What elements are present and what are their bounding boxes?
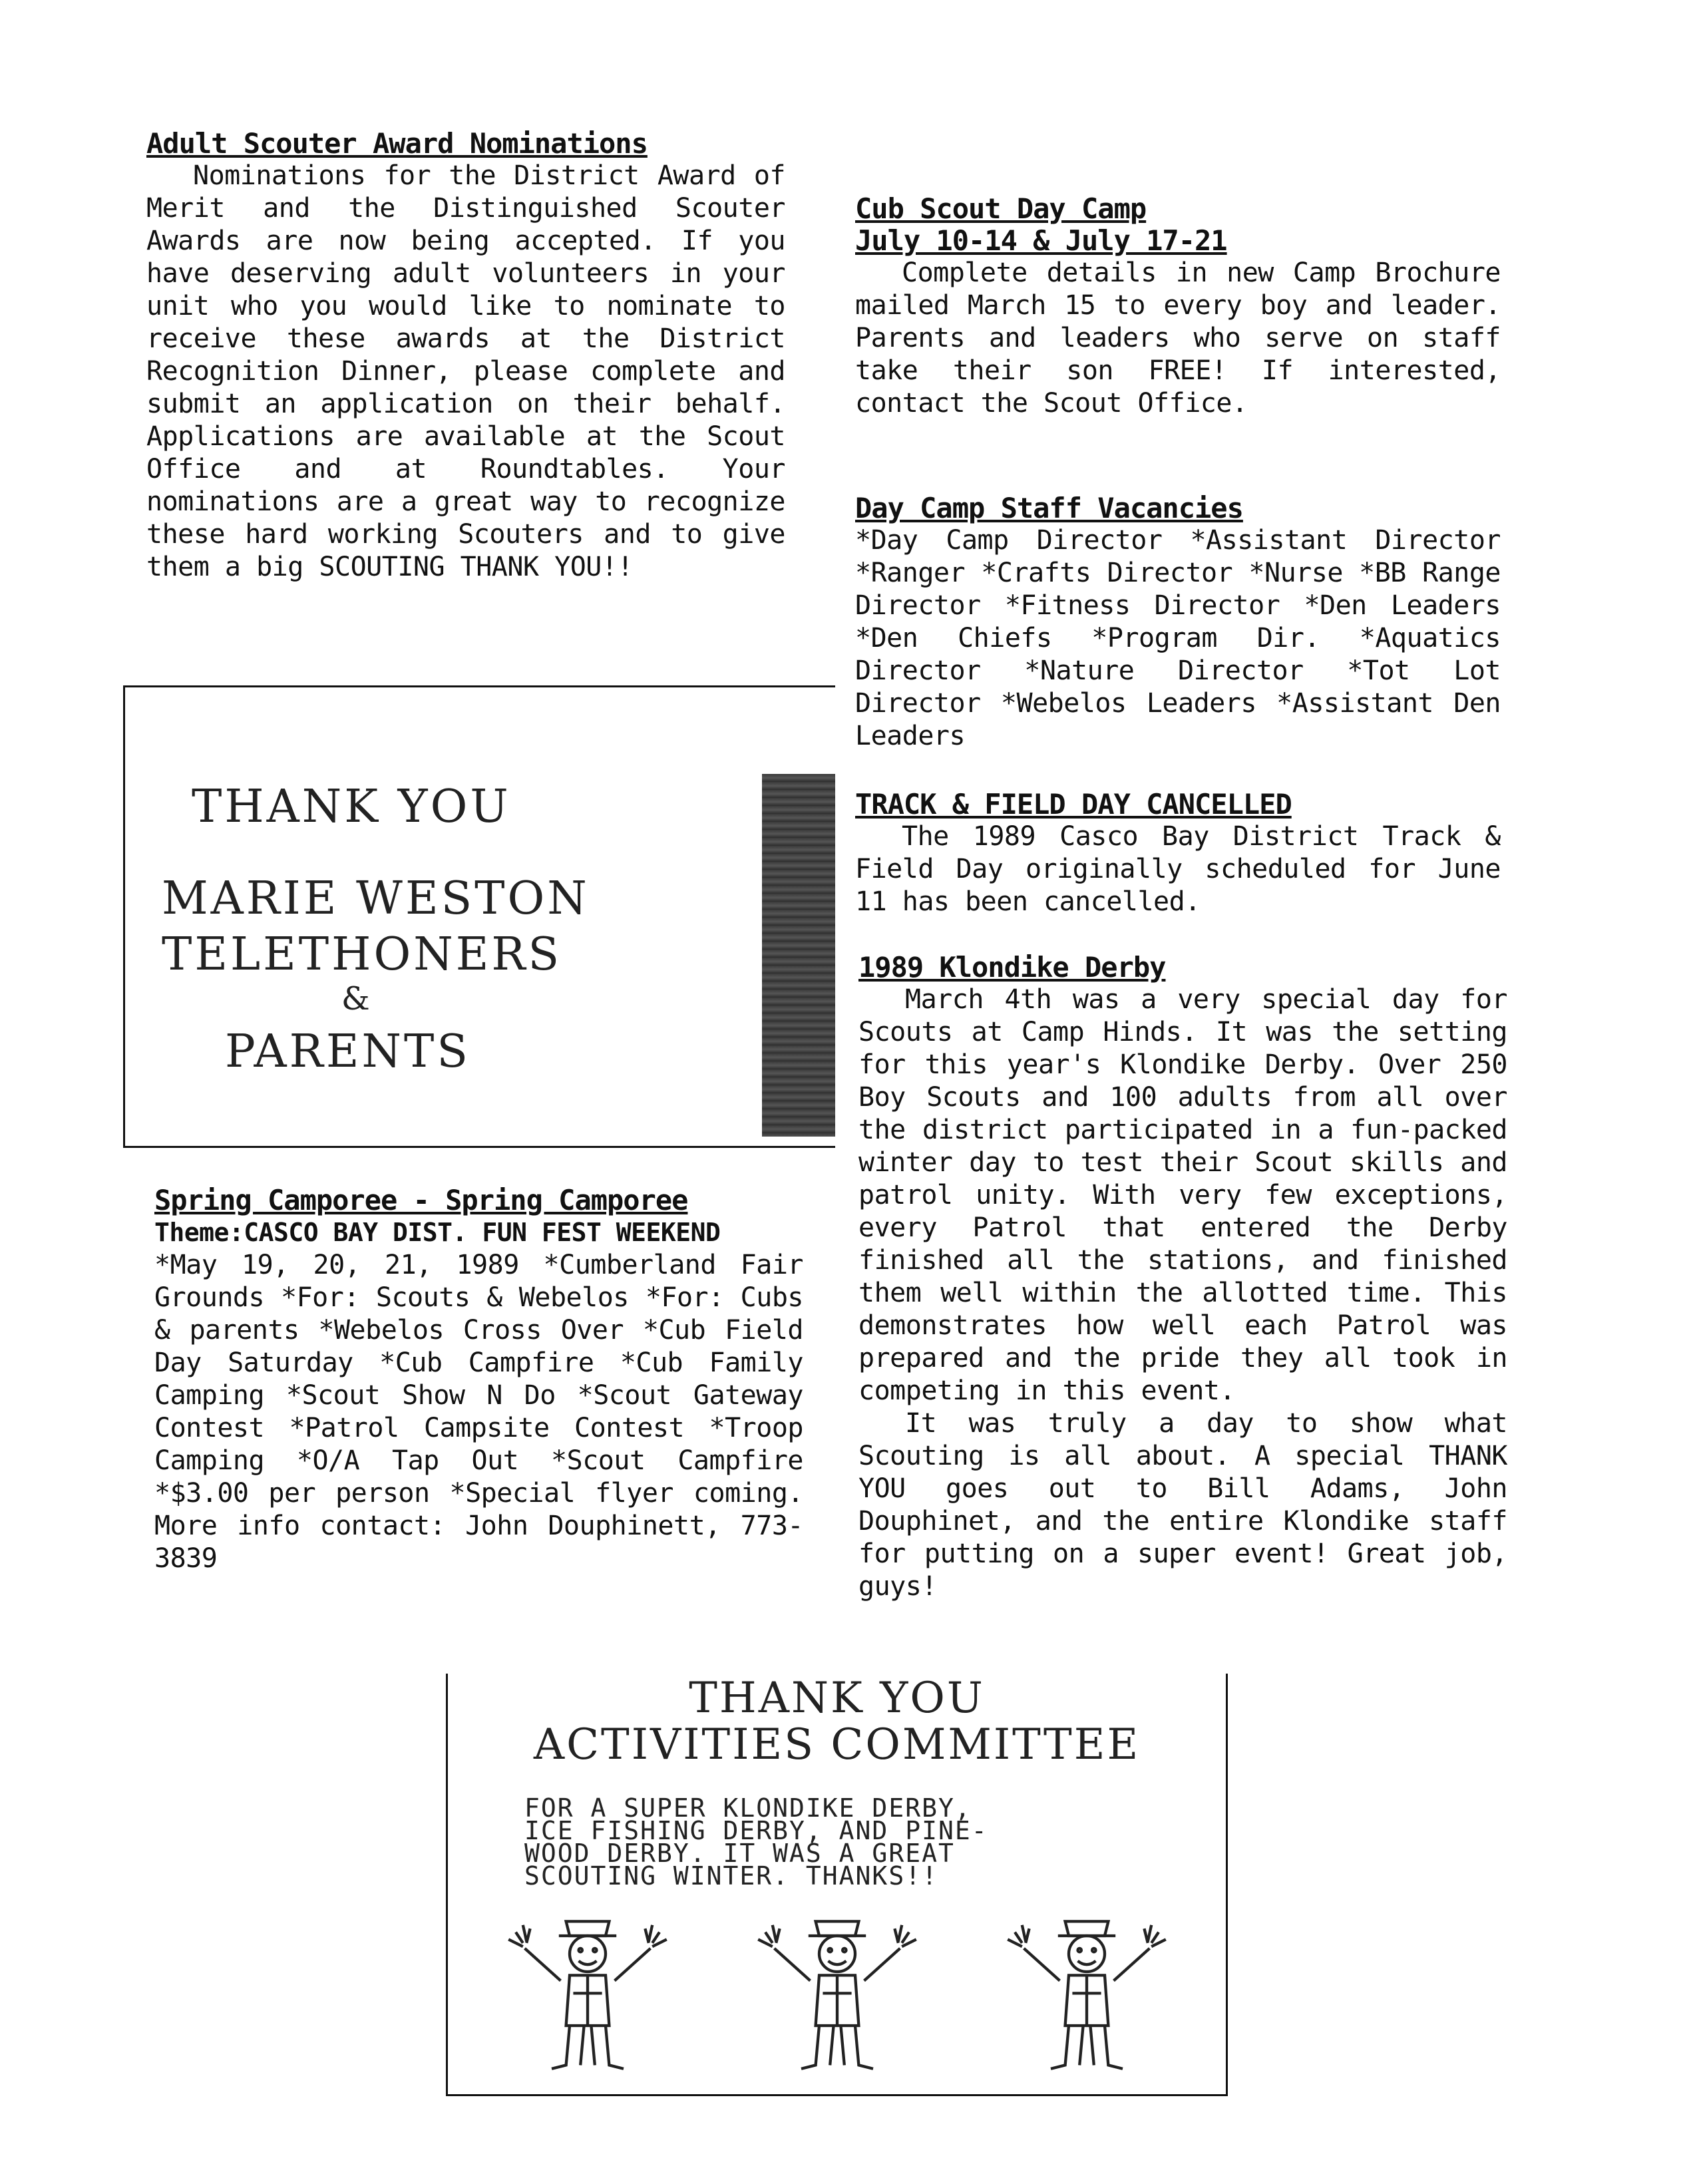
klondike-para-2: It was truly a day to show what Scouting is all about. A special THANK YOU goes out to Bill Adams, John Douphinet, and the entire Klondike staff for putting on a super event! Great job, guys! bbox=[858, 1408, 1507, 1602]
spring-camporee-article bbox=[154, 1184, 803, 1575]
message-line-3: WOOD DERBY. IT WAS A GREAT bbox=[524, 1839, 955, 1868]
activities-message bbox=[524, 1793, 1123, 1891]
spring-camporee-body: *May 19, 20, 21, 1989 *Cumberland Fair Grounds *For: Scouts & Webelos *For: Cubs & parents *Webelos Cross Over *Cub Field Day Saturday *Cub Campfire *Cub Family Camping *Scout Show N Do *Scout Gateway Contest *Patrol Campsite Contest *Troop Camping *O/A Tap Out *Scout Campfire *$3.00 per person *Special flyer coming. More info contact: John Douphinett, 773-3839 bbox=[154, 1250, 803, 1574]
klondike-derby-article bbox=[858, 952, 1507, 1603]
thank-you-heading-2: THANK YOU bbox=[689, 1674, 985, 1723]
adult-scouter-body: Nominations for the District Award of Merit and the Distinguished Scouter Awards are now being accepted. If you have deserving adult volunteers in your unit who you would like to nominate to receive these awards at the District Recognition Dinner, please complete and submit an application on their behalf. Applications are available at the Scout Office and at Roundtables. Your nominations are a great way to recognize these hard working Scouters and to give them a big SCOUTING THANK YOU!! bbox=[146, 160, 785, 582]
shaded-bar bbox=[762, 774, 835, 1137]
staff-vacancies-article bbox=[855, 492, 1501, 753]
cub-day-camp-dates: July 10-14 & July 17-21 bbox=[855, 224, 1227, 257]
thank-you-marie-weston-box bbox=[123, 685, 835, 1148]
message-line-4: SCOUTING WINTER. THANKS!! bbox=[524, 1861, 938, 1891]
track-field-heading: TRACK & FIELD DAY CANCELLED bbox=[855, 788, 1292, 820]
telethoners-line: TELETHONERS bbox=[162, 928, 562, 981]
cheering-scout-illustration bbox=[498, 1900, 677, 2080]
cheering-scout-illustration bbox=[997, 1900, 1177, 2080]
cub-day-camp-heading: Cub Scout Day Camp bbox=[855, 192, 1147, 225]
activities-committee-heading: ACTIVITIES COMMITTEE bbox=[533, 1720, 1141, 1769]
thank-you-heading: THANK YOU bbox=[192, 781, 511, 833]
cub-day-camp-article bbox=[855, 193, 1501, 420]
message-line-1: FOR A SUPER KLONDIKE DERBY, bbox=[524, 1793, 972, 1823]
ampersand-line: & bbox=[341, 980, 373, 1017]
cheering-scout-illustration bbox=[747, 1900, 927, 2080]
klondike-para-1: March 4th was a very special day for Scouts at Camp Hinds. It was the setting for this year's Klondike Derby. Over 250 Boy Scouts and 100 adults from all over the district participated in a fun-packed winter day to test their Scout skills and patrol unity. With very few exceptions, every Patrol that entered the Derby finished all the stations, and finished them well within the allotted time. This demonstrates how well each Patrol was prepared and the pride they all took in competing in this event. bbox=[858, 984, 1507, 1406]
track-field-article bbox=[855, 789, 1501, 918]
staff-vacancies-body: *Day Camp Director *Assistant Director *Ranger *Crafts Director *Nurse *BB Range Director *Fitness Director *Den Leaders *Den Chiefs *Program Dir. *Aquatics Director *Nature Director *Tot Lot Director *Webelos Leaders *Assistant Den Leaders bbox=[855, 525, 1501, 751]
adult-scouter-heading: Adult Scouter Award Nominations bbox=[146, 127, 648, 160]
staff-vacancies-heading: Day Camp Staff Vacancies bbox=[855, 492, 1243, 524]
adult-scouter-article bbox=[146, 128, 785, 584]
marie-weston-line: MARIE WESTON bbox=[162, 872, 590, 925]
message-line-2: ICE FISHING DERBY, AND PINE- bbox=[524, 1816, 988, 1845]
spring-camporee-theme: Theme:CASCO BAY DIST. FUN FEST WEEKEND bbox=[154, 1218, 721, 1247]
scout-figures bbox=[498, 1900, 1177, 2080]
klondike-heading: 1989 Klondike Derby bbox=[858, 951, 1166, 984]
track-field-body: The 1989 Casco Bay District Track & Field Day originally scheduled for June 11 has been cancelled. bbox=[855, 821, 1501, 917]
thank-you-activities-box bbox=[446, 1674, 1228, 2096]
cub-day-camp-body: Complete details in new Camp Brochure mailed March 15 to every boy and leader. Parents and leaders who serve on staff take their son FREE! If interested, contact the Scout Office. bbox=[855, 258, 1501, 419]
parents-line: PARENTS bbox=[225, 1025, 470, 1078]
spring-camporee-heading: Spring Camporee - Spring Camporee bbox=[154, 1184, 688, 1216]
